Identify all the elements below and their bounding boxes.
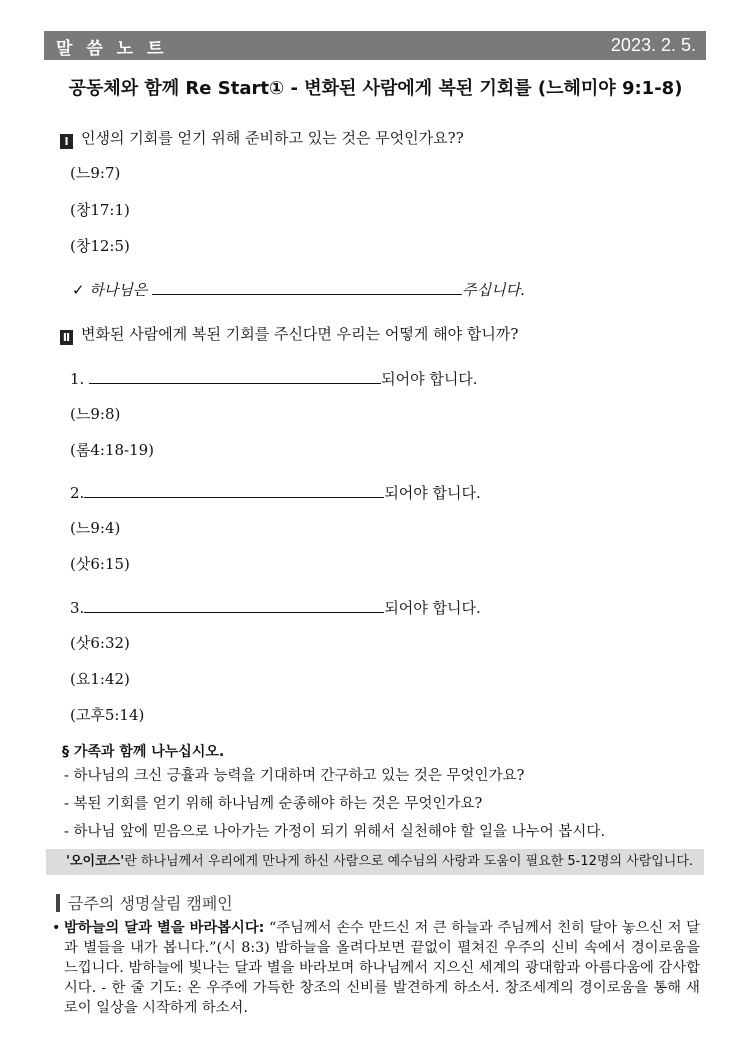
- item-number: 2.: [70, 484, 85, 502]
- answer-blank[interactable]: [152, 280, 462, 295]
- bullet-icon: •: [52, 920, 61, 936]
- scripture-ref: (삿6:15): [70, 555, 130, 573]
- campaign-body: [50, 918, 700, 1018]
- oikos-text: [66, 849, 693, 875]
- heading-bar: [56, 894, 60, 912]
- item-suffix: 되어야 합니다.: [381, 370, 478, 388]
- scripture-ref: (느9:7): [70, 164, 121, 182]
- section1-heading: [60, 127, 464, 149]
- section1-marker: Ⅰ: [60, 134, 73, 149]
- page-title: 말 씀 노 트: [56, 39, 168, 59]
- section2-heading: [60, 323, 518, 345]
- item-suffix: 되어야 합니다.: [384, 599, 481, 617]
- campaign-paragraph: [64, 918, 700, 1018]
- campaign-text: “주님께서 손수 만드신 저 큰 하늘과 주님께서 친히 달아 놓으신 저 달과 별들을 내가 봅니다.”(시 8:3) 밤하늘을 올려다보면 끝없이 펼쳐진 우주의 신비 속에서 경이로움을 느낍니다. 밤하늘에 빛나는 달과 별을 바라보며 하나님께서 지으신 세계의 광대함과 아름다움에 감사합시다. - 한 줄 기도: 온 우주에 가득한 창조의 신비를 발견하게 하소서. 창조세계의 경이로움을 통해 새로이 일상을 시작하게 하소서.: [64, 920, 700, 1016]
- item-suffix: 되어야 합니다.: [384, 484, 481, 502]
- oikos-note: [46, 849, 704, 875]
- scripture-ref: (고후5:14): [70, 706, 145, 724]
- scripture-ref: (삿6:32): [70, 634, 130, 652]
- answer-blank[interactable]: [84, 483, 384, 498]
- fill-suffix: 주십니다.: [462, 281, 525, 299]
- section1-question: 인생의 기회를 얻기 위해 준비하고 있는 것은 무엇인가요??: [81, 129, 464, 147]
- family-question: - 복된 기회를 얻기 위해 하나님께 순종해야 하는 것은 무엇인가요?: [64, 796, 483, 812]
- section2-item-3: [70, 597, 481, 618]
- family-question: - 하나님의 크신 긍휼과 능력을 기대하며 간구하고 있는 것은 무엇인가요?: [64, 768, 525, 784]
- oikos-term: '오이코스': [66, 854, 125, 869]
- scripture-ref: (느9:8): [70, 405, 121, 423]
- section1-fill-line: [72, 279, 525, 300]
- scripture-ref: (느9:4): [70, 519, 121, 537]
- section2-marker: Ⅱ: [60, 330, 73, 345]
- section2-question: 변화된 사람에게 복된 기회를 주신다면 우리는 어떻게 해야 합니까?: [81, 325, 519, 343]
- item-number: 3.: [70, 599, 85, 617]
- oikos-definition: 란 하나님께서 우리에게 만나게 하신 사람으로 예수님의 사랑과 도움이 필요한 5-12명의 사람입니다.: [124, 854, 694, 869]
- scripture-ref: (창12:5): [70, 237, 130, 255]
- section2-item-2: [70, 482, 481, 503]
- item-number: 1.: [70, 370, 85, 388]
- family-section-title: § 가족과 함께 나누십시오.: [62, 744, 225, 760]
- family-question: - 하나님 앞에 믿음으로 나아가는 가정이 되기 위해서 실천해야 할 일을 나누어 봅시다.: [64, 824, 606, 840]
- check-icon: ✓: [72, 281, 85, 299]
- scripture-ref: (요1:42): [70, 670, 130, 688]
- scripture-ref: (창17:1): [70, 201, 130, 219]
- sermon-title: 공동체와 함께 Re Start① - 변화된 사람에게 복된 기회를 (느헤미야 9:1-8): [68, 78, 683, 99]
- campaign-title: 금주의 생명살림 캠페인: [68, 894, 233, 913]
- campaign-heading: [56, 891, 233, 914]
- answer-blank[interactable]: [84, 598, 384, 613]
- scripture-ref: (롬4:18-19): [70, 441, 155, 459]
- section2-item-1: [70, 368, 478, 389]
- header-bar: [44, 31, 706, 60]
- answer-blank[interactable]: [89, 369, 381, 384]
- date-label: 2023. 2. 5.: [610, 35, 696, 55]
- campaign-lead: 밤하늘의 달과 별을 바라봅시다:: [64, 920, 265, 936]
- fill-prefix: 하나님은: [89, 281, 148, 299]
